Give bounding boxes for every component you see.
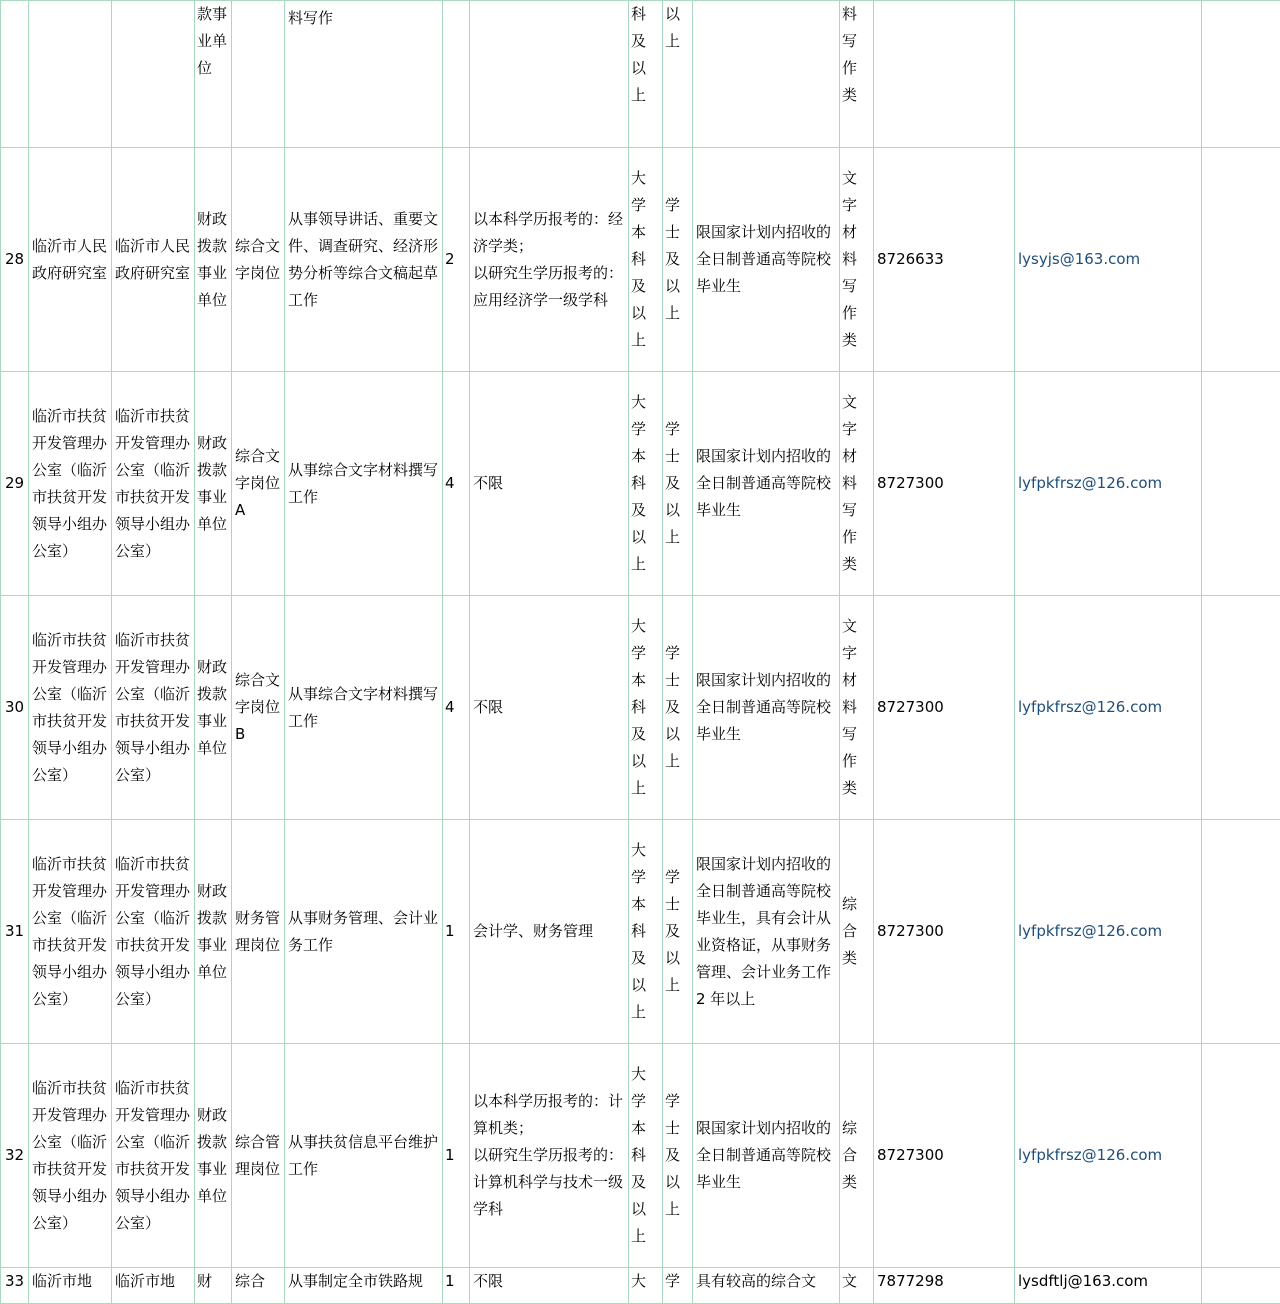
cell-hiring-count (443, 1, 470, 148)
cell-post-duty: 从事扶贫信息平台维护工作 (285, 1044, 443, 1268)
cell-exam-category: 综合类 (840, 820, 874, 1044)
table-row (1, 596, 1280, 820)
cell-post-name (232, 1, 285, 148)
table-row (1, 820, 1280, 1044)
cell-email: lyfpkfrsz@126.com (1015, 372, 1202, 596)
cell-phone: 7877298 (874, 1268, 1015, 1304)
cell-post-name: 综合文字岗位B (232, 596, 285, 820)
cell-degree: 学士及以上 (663, 148, 693, 372)
cell-other-requirement: 限国家计划内招收的全日制普通高等院校毕业生 (693, 596, 840, 820)
cell-department: 临沂市扶贫开发管理办公室（临沂市扶贫开发领导小组办公室） (29, 372, 112, 596)
cell-hiring-count: 1 (443, 1268, 470, 1304)
cell-education: 大学本科及以上 (629, 820, 663, 1044)
cell-phone (874, 1, 1015, 148)
cell-email: lyfpkfrsz@126.com (1015, 1044, 1202, 1268)
cell-major-requirement: 以本科学历报考的：计算机类； 以研究生学历报考的：计算机科学与技术一级学科 (470, 1044, 629, 1268)
cell-phone: 8727300 (874, 820, 1015, 1044)
cell-major-requirement: 以本科学历报考的：经济学类； 以研究生学历报考的：应用经济学一级学科 (470, 148, 629, 372)
cell-major-requirement: 不限 (470, 1268, 629, 1304)
cell-unit-type: 财 (195, 1268, 232, 1304)
cell-serial-number: 28 (1, 148, 29, 372)
cell-education: 大学本科及以上 (629, 1044, 663, 1268)
cell-email: lyfpkfrsz@126.com (1015, 820, 1202, 1044)
cell-degree: 以上 (663, 1, 693, 148)
cell-unit-type: 财政拨款事业单位 (195, 372, 232, 596)
cell-hiring-count: 1 (443, 1044, 470, 1268)
cell-degree: 学士及以上 (663, 372, 693, 596)
table-row (1, 1, 1280, 148)
cell-email: lysdftlj@163.com (1015, 1268, 1202, 1304)
cell-other-requirement: 具有较高的综合文 (693, 1268, 840, 1304)
cell-hiring-count: 4 (443, 372, 470, 596)
cell-hiring-unit: 临沂市扶贫开发管理办公室（临沂市扶贫开发领导小组办公室） (112, 372, 195, 596)
cell-phone: 8726633 (874, 148, 1015, 372)
cell-hiring-count: 1 (443, 820, 470, 1044)
cell-serial-number: 32 (1, 1044, 29, 1268)
cell-hiring-unit: 临沂市扶贫开发管理办公室（临沂市扶贫开发领导小组办公室） (112, 596, 195, 820)
cell-note (1202, 1268, 1280, 1304)
cell-note (1202, 820, 1280, 1044)
cell-education: 大学本科及以上 (629, 148, 663, 372)
cell-hiring-unit: 临沂市人民政府研究室 (112, 148, 195, 372)
cell-department: 临沂市扶贫开发管理办公室（临沂市扶贫开发领导小组办公室） (29, 596, 112, 820)
cell-serial-number: 33 (1, 1268, 29, 1304)
cell-major-requirement: 会计学、财务管理 (470, 820, 629, 1044)
cell-serial-number: 30 (1, 596, 29, 820)
cell-post-duty: 从事综合文字材料撰写工作 (285, 372, 443, 596)
cell-email: lysyjs@163.com (1015, 148, 1202, 372)
cell-post-duty: 从事领导讲话、重要文件、调查研究、经济形势分析等综合文稿起草工作 (285, 148, 443, 372)
cell-post-name: 财务管理岗位 (232, 820, 285, 1044)
cell-hiring-unit: 临沂市扶贫开发管理办公室（临沂市扶贫开发领导小组办公室） (112, 820, 195, 1044)
cell-hiring-count: 2 (443, 148, 470, 372)
cell-post-duty: 从事综合文字材料撰写工作 (285, 596, 443, 820)
cell-email: lyfpkfrsz@126.com (1015, 596, 1202, 820)
cell-unit-type: 财政拨款事业单位 (195, 148, 232, 372)
cell-unit-type: 财政拨款事业单位 (195, 596, 232, 820)
cell-hiring-count: 4 (443, 596, 470, 820)
cell-unit-type: 款事业单位 (195, 1, 232, 148)
cell-note (1202, 1, 1280, 148)
cell-serial-number: 31 (1, 820, 29, 1044)
cell-other-requirement: 限国家计划内招收的全日制普通高等院校毕业生 (693, 372, 840, 596)
cell-exam-category: 综合类 (840, 1044, 874, 1268)
cell-hiring-unit: 临沂市扶贫开发管理办公室（临沂市扶贫开发领导小组办公室） (112, 1044, 195, 1268)
cell-other-requirement (693, 1, 840, 148)
cell-hiring-unit: 临沂市地 (112, 1268, 195, 1304)
cell-department: 临沂市人民政府研究室 (29, 148, 112, 372)
cell-degree: 学 (663, 1268, 693, 1304)
cell-unit-type: 财政拨款事业单位 (195, 1044, 232, 1268)
cell-post-name: 综合管理岗位 (232, 1044, 285, 1268)
cell-note (1202, 372, 1280, 596)
cell-degree: 学士及以上 (663, 1044, 693, 1268)
cell-department: 临沂市扶贫开发管理办公室（临沂市扶贫开发领导小组办公室） (29, 1044, 112, 1268)
cell-exam-category: 料写作类 (840, 1, 874, 148)
cell-education: 大学本科及以上 (629, 596, 663, 820)
cell-hiring-unit (112, 1, 195, 148)
cell-exam-category: 文字材料写作类 (840, 148, 874, 372)
cell-serial-number: 29 (1, 372, 29, 596)
cell-major-requirement (470, 1, 629, 148)
job-table-body (1, 1, 1280, 1304)
cell-major-requirement: 不限 (470, 596, 629, 820)
cell-exam-category: 文字材料写作类 (840, 596, 874, 820)
cell-other-requirement: 限国家计划内招收的全日制普通高等院校毕业生 (693, 148, 840, 372)
cell-note (1202, 596, 1280, 820)
cell-post-name: 综合文字岗位 (232, 148, 285, 372)
table-row (1, 372, 1280, 596)
cell-exam-category: 文 (840, 1268, 874, 1304)
cell-department: 临沂市地 (29, 1268, 112, 1304)
cell-education: 大学本科及以上 (629, 372, 663, 596)
cell-phone: 8727300 (874, 596, 1015, 820)
table-row (1, 148, 1280, 372)
cell-note (1202, 1044, 1280, 1268)
cell-post-duty: 从事财务管理、会计业务工作 (285, 820, 443, 1044)
cell-email (1015, 1, 1202, 148)
table-row (1, 1268, 1280, 1304)
cell-department: 临沂市扶贫开发管理办公室（临沂市扶贫开发领导小组办公室） (29, 820, 112, 1044)
cell-education: 科及以上 (629, 1, 663, 148)
cell-other-requirement: 限国家计划内招收的全日制普通高等院校毕业生 (693, 1044, 840, 1268)
cell-phone: 8727300 (874, 372, 1015, 596)
cell-serial-number (1, 1, 29, 148)
cell-post-name: 综合 (232, 1268, 285, 1304)
cell-education: 大 (629, 1268, 663, 1304)
cell-unit-type: 财政拨款事业单位 (195, 820, 232, 1044)
cell-post-duty: 从事制定全市铁路规 (285, 1268, 443, 1304)
cell-note (1202, 148, 1280, 372)
table-row (1, 1044, 1280, 1268)
cell-other-requirement: 限国家计划内招收的全日制普通高等院校毕业生，具有会计从业资格证，从事财务管理、会计业务工作 2 年以上 (693, 820, 840, 1044)
cell-degree: 学士及以上 (663, 596, 693, 820)
cell-phone: 8727300 (874, 1044, 1015, 1268)
cell-degree: 学士及以上 (663, 820, 693, 1044)
cell-post-name: 综合文字岗位A (232, 372, 285, 596)
cell-post-duty: 料写作 (285, 1, 443, 148)
cell-exam-category: 文字材料写作类 (840, 372, 874, 596)
cell-department (29, 1, 112, 148)
cell-major-requirement: 不限 (470, 372, 629, 596)
